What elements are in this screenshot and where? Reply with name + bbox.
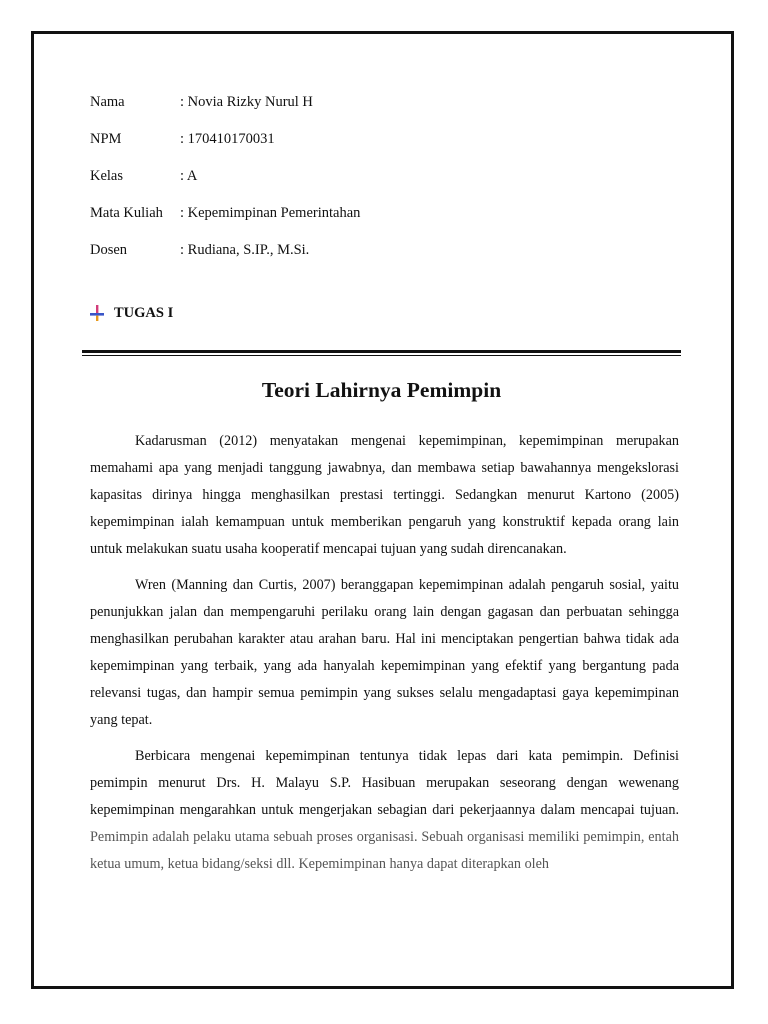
identity-value: : Novia Rizky Nurul H [180,94,313,110]
paragraph-1: Kadarusman (2012) menyatakan mengenai kepemimpinan, kepemimpinan merupakan memahami apa yang menjadi tanggung jawabnya, dan membawa setiap bawahannya mengekslorasi kapasitas dirinya hingga menghasilkan prestasi tertinggi. Sedangkan menurut Kartono (2005) kepemimpinan ialah kemampuan untuk memberikan pengaruh yang konstruktif kepada orang lain untuk melakukan suatu usaha kooperatif mencapai tujuan yang sudah direncanakan. [90,433,679,557]
divider-thin [82,355,681,356]
identity-row-npm [90,129,360,166]
identity-row-kelas [90,166,360,203]
divider-thick [82,350,681,353]
body-text [90,428,679,887]
identity-value: : Kepemimpinan Pemerintahan [180,205,361,221]
identity-row-mata-kuliah [90,203,360,240]
paragraph-3-main: Berbicara mengenai kepemimpinan tentunya tidak lepas dari kata pemimpin. Definisi pemimpin menurut Drs. H. Malayu S.P. Hasibuan merupakan seseorang dengan wewenang kepemimpinan mengarahkan untuk mengerjakan sebagian dari pekerjaannya dalam mencapai tujuan. [90,748,679,818]
identity-label: NPM [90,131,122,147]
paragraph-3-grey: Pemimpin adalah pelaku utama sebuah proses organisasi. Sebuah organisasi memiliki pemimpin, entah ketua umum, ketua bidang/seksi dll. Kepemimpinan hanya dapat diterapkan oleh [90,829,679,872]
paragraph-2: Wren (Manning dan Curtis, 2007) beranggapan kepemimpinan adalah pengaruh sosial, yaitu penunjukkan jalan dan mempengaruhi perilaku orang lain dengan gagasan dan perbuatan sehingga menghasilkan perubahan karakter atau arahan baru. Hal ini menciptakan pengertian bahwa tidak ada kepemimpinan yang terbaik, yang ada hanyalah kepemimpinan yang efektif yang bergantung pada relevansi tugas, dan hampir semua pemimpin yang sukses selalu mengadaptasi gaya kepemimpinan yang tepat. [90,577,679,728]
identity-value: : A [180,168,198,184]
identity-label: Kelas [90,168,124,184]
paragraph-3 [90,743,679,878]
identity-label: Mata Kuliah [90,205,163,221]
task-heading [88,304,173,322]
document-title: Teori Lahirnya Pemimpin [261,378,502,402]
identity-value: : 170410170031 [180,131,275,147]
task-label: TUGAS I [114,304,174,321]
identity-value: : Rudiana, S.IP., M.Si. [180,242,310,258]
pushpin-icon [88,304,106,322]
identity-label: Dosen [90,242,128,258]
identity-row-name [90,92,360,129]
identity-row-dosen [90,240,360,277]
identity-block [90,92,360,277]
identity-label: Nama [90,94,125,110]
